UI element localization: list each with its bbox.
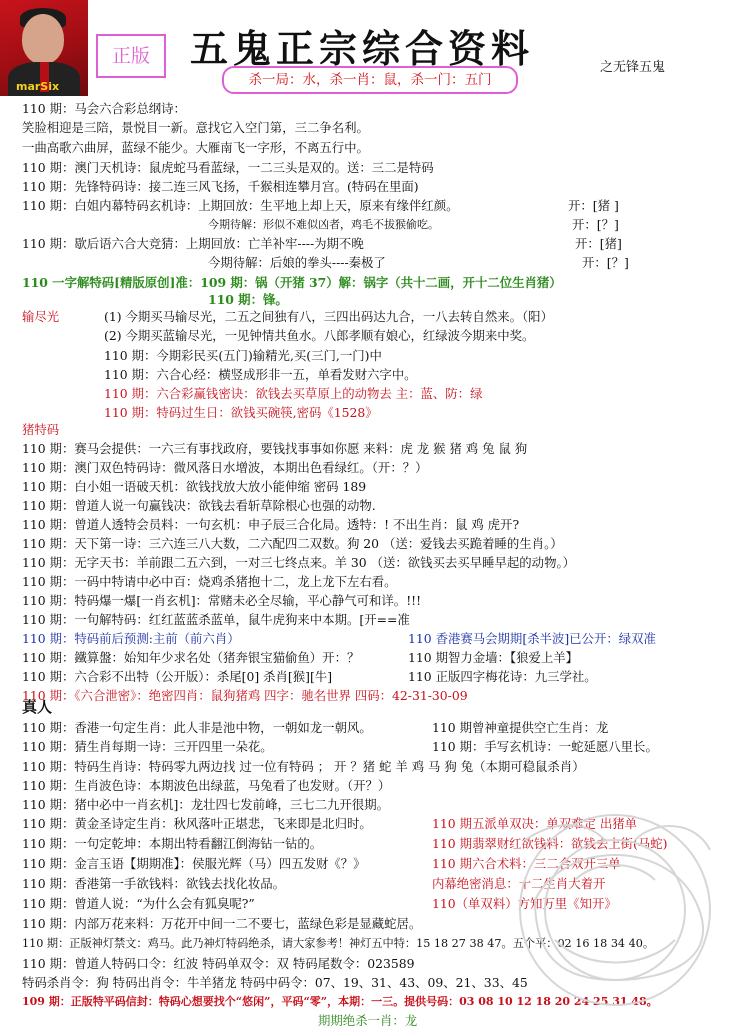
text-line: 110 期：正版神灯禁文：鸡马。此乃神灯特码绝杀，请大家参考！神灯五中特：15 18 27 38 47。五个平：02 16 18 34 40。 bbox=[22, 937, 655, 950]
page-title: 五鬼正宗综合资料 bbox=[190, 26, 535, 71]
text-line: 110 期：马会六合彩总纲诗： bbox=[22, 101, 186, 116]
text-line: 110 期：金言玉语【期期准】：侯服光辉（马）四五发财《？》 bbox=[22, 856, 366, 871]
text-line: 110 期：白小姐一语破天机：欲钱找放大放小能伸缩 密码 189 bbox=[22, 479, 367, 494]
text-line: 期期绝杀一肖：龙 bbox=[318, 1013, 418, 1028]
avatar-photo bbox=[0, 0, 88, 96]
text-line: 110（单双料）方知万里《知开》 bbox=[432, 896, 617, 911]
text-line: 110 期：猪中必中一肖玄机]：龙壮四七发前峰，三七二九开很期。 bbox=[22, 797, 389, 812]
text-line: 110 一字解特码[精版原创]准：109 期：锅（开猪 37）解：锅字（共十二画，开十二位生肖猪） bbox=[22, 275, 562, 290]
text-line: 110 期：猜生肖每期一诗：三开四里一朵花。 bbox=[22, 739, 273, 754]
text-line: 110 期：一码中特请中必中百：烧鸡杀猪抱十二，龙上龙下左右看。 bbox=[22, 574, 397, 589]
text-line: 笑脸相迎是三陪，景悦目一新。意找它入空门第，三二争名利。 bbox=[22, 120, 369, 135]
text-line: 110 期：曾道人说：“为什么会有狐臭呢?” bbox=[22, 896, 255, 911]
text-line: 110 期：手写玄机诗：一蛇延愿八里长。 bbox=[432, 739, 658, 754]
byline: 之无锋五鬼 bbox=[600, 60, 666, 75]
avatar-face bbox=[22, 14, 64, 64]
text-line: 110 期：赛马会提供：一六三有事找政府，要钱找事事如你愿 来料：虎 龙 猴 猪 鸡 兔 鼠 狗 bbox=[22, 441, 528, 456]
text-line: 110 期翡翠财红欲钱料：欲钱去上街(马蛇) bbox=[432, 836, 668, 851]
text-line: 110 期：生肖波色诗：本期波色出绿蓝，马兔看了也发财。（开？） bbox=[22, 778, 391, 793]
text-line: (2) 今期买蓝输尽光，一见钟情共鱼水。八郎孝顺有娘心，红绿波今期来中奖。 bbox=[104, 328, 535, 343]
text-line: 今期待解：后娘的拳头----秦极了 bbox=[208, 255, 386, 270]
text-line: 110 期曾神童提供空亡生肖：龙 bbox=[432, 720, 609, 735]
text-line: 110 期：内部万花来料：万花开中间一二不要七，蓝绿色彩是显藏蛇居。 bbox=[22, 916, 422, 931]
text-line: 内幕绝密消息：十二生肖大着开 bbox=[432, 876, 606, 891]
text-line: 110 期：《六合泄密》：绝密四肖：鼠狗猪鸡 四字：驰名世界 四码：42-31-30-09 bbox=[22, 688, 468, 703]
text-line: 110 期：香港一句定生肖：此人非是池中物，一朝如龙一朝风。 bbox=[22, 720, 372, 735]
section-label-lose-all: 输尽光 bbox=[22, 309, 60, 324]
text-line: 110 期：天下第一诗：三六连三八大数，二六配四二双数。狗 20 （送：爱钱去买跪着睡的生肖。） bbox=[22, 536, 563, 551]
text-line: (1) 今期买马输尽光，二五之间独有八，三四出码达九合，一八去转自然来。（阳） bbox=[104, 309, 553, 324]
text-line: 110 期：特码生肖诗：特码零九两边找 过一位有特码 ； 开 ？猪 蛇 羊 鸡 马 狗 兔（本期可稳鼠杀肖） bbox=[22, 759, 585, 774]
text-line: 110 期：六合彩赢钱密诀：欲钱去买草原上的动物去 主：蓝、防：绿 bbox=[104, 386, 483, 401]
text-line: 一曲高歌六曲屏，蓝绿不能少。大雁南飞一字形，不离五行中。 bbox=[22, 140, 369, 155]
text-line: 110 正版四字梅花诗：九三学社。 bbox=[408, 669, 597, 684]
text-line: 110 期：澳门双色特码诗：微风落日水增波，本期出色看绿红。（开：？） bbox=[22, 460, 428, 475]
text-line: 110 期：先锋特码诗：接二连三风飞扬，千猴相连攀月宫。(特码在里面) bbox=[22, 179, 419, 194]
edition-badge: 正版 bbox=[96, 34, 166, 78]
avatar-brand: marSix bbox=[16, 80, 60, 93]
section-label-real-person: 真人 bbox=[22, 698, 53, 716]
text-line: 110 期：曾道人特码口令：红波 特码单双令：双 特码尾数令：023589 bbox=[22, 956, 415, 971]
text-line: 110 期：白姐内幕特码玄机诗：上期回放：生平地上却上天，原来有缘伴红颜。 bbox=[22, 198, 459, 213]
text-line: 今期待解：形似不难似凶者，鸡毛不拔猴偷吃。 bbox=[208, 218, 439, 231]
text-line: 110 期：一句定乾坤：本期出特看翻江倒海钻一钻的。 bbox=[22, 836, 323, 851]
text-line: 110 期：今期彩民买(五门)输精光,买(三门,一门)中 bbox=[104, 348, 382, 363]
text-line: 110 期：六合心经：横竖成形非一五，单看发财六字中。 bbox=[104, 367, 417, 382]
text-line: 110 期：特码前后预测:主前（前六肖） bbox=[22, 631, 240, 646]
text-line: 110 期：黄金圣诗定生肖：秋风落叶正堪悲，飞来即是北归时。 bbox=[22, 816, 372, 831]
text-line: 110 香港赛马会期期[杀半波]已公开：绿双准 bbox=[408, 631, 656, 646]
kill-banner: 杀一局：水，杀一肖：鼠，杀一门：五门 bbox=[222, 66, 518, 94]
text-line: 110 期：特码爆一爆[一肖玄机]：常赌未必全尽输，平心静气可和详。!!! bbox=[22, 593, 422, 608]
text-line: 109 期：正版特平码信封：特码心想要找个“悠闲”，平码“零”，本期：一三。提供号码：03 08 10 12 18 20 24 25 31 48。 bbox=[22, 995, 658, 1008]
section-label-pig-code: 猪特码 bbox=[22, 422, 60, 437]
text-line: 开：[猪] bbox=[575, 236, 622, 251]
text-line: 110 期：无字天书：羊前跟二五六到，一对三七终点来。羊 30 （送：欲钱买去买早睡早起的动物。） bbox=[22, 555, 576, 570]
text-line: 110 期：澳门天机诗：鼠虎蛇马看蓝绿，一二三头是双的。送：三二是特码 bbox=[22, 160, 434, 175]
text-line: 110 期：锋。 bbox=[208, 292, 288, 307]
text-line: 开：[猪 ] bbox=[568, 198, 619, 213]
text-line: 110 期：歇后语六合大竞猜：上期回放：亡羊补牢----为期不晚 bbox=[22, 236, 364, 251]
text-line: 110 期：鐵算盤：始知年少求名处（猪奔银宝猫偷鱼）开：？ bbox=[22, 650, 360, 665]
text-line: 110 期：曾道人说一句赢钱决：欲钱去看斩草除根心也强的动物. bbox=[22, 498, 376, 513]
text-line: 110 期五派单双决：单双难定 出猪单 bbox=[432, 816, 637, 831]
dragon-decoration bbox=[495, 780, 735, 1030]
text-line: 110 期：六合彩不出特（公开版）：杀尾[0] 杀肖[猴][牛] bbox=[22, 669, 333, 684]
text-line: 开：[？] bbox=[572, 217, 619, 232]
text-line: 开：[？] bbox=[582, 255, 629, 270]
text-line: 110 期六合术料：三二合双开三单 bbox=[432, 856, 621, 871]
text-line: 110 期智力金墙：【狼爱上羊】 bbox=[408, 650, 579, 665]
text-line: 110 期：一句解特码：红红蓝蓝杀蓝单，鼠牛虎狗来中本期。[开==准 bbox=[22, 612, 410, 627]
text-line: 110 期：曾道人透特会员料：一句玄机：申子辰三合化局。透特：! 不出生肖：鼠 鸡 虎开? bbox=[22, 517, 520, 532]
text-line: 特码杀肖令：狗 特码出肖令：牛羊猪龙 特码中码令：07、19、31、43、09、21、33、45 bbox=[22, 975, 528, 990]
text-line: 110 期：特码过生日：欲钱买碗筷,密码《1528》 bbox=[104, 405, 378, 420]
text-line: 110 期：香港第一手欲钱料：欲钱去找化妆品。 bbox=[22, 876, 286, 891]
